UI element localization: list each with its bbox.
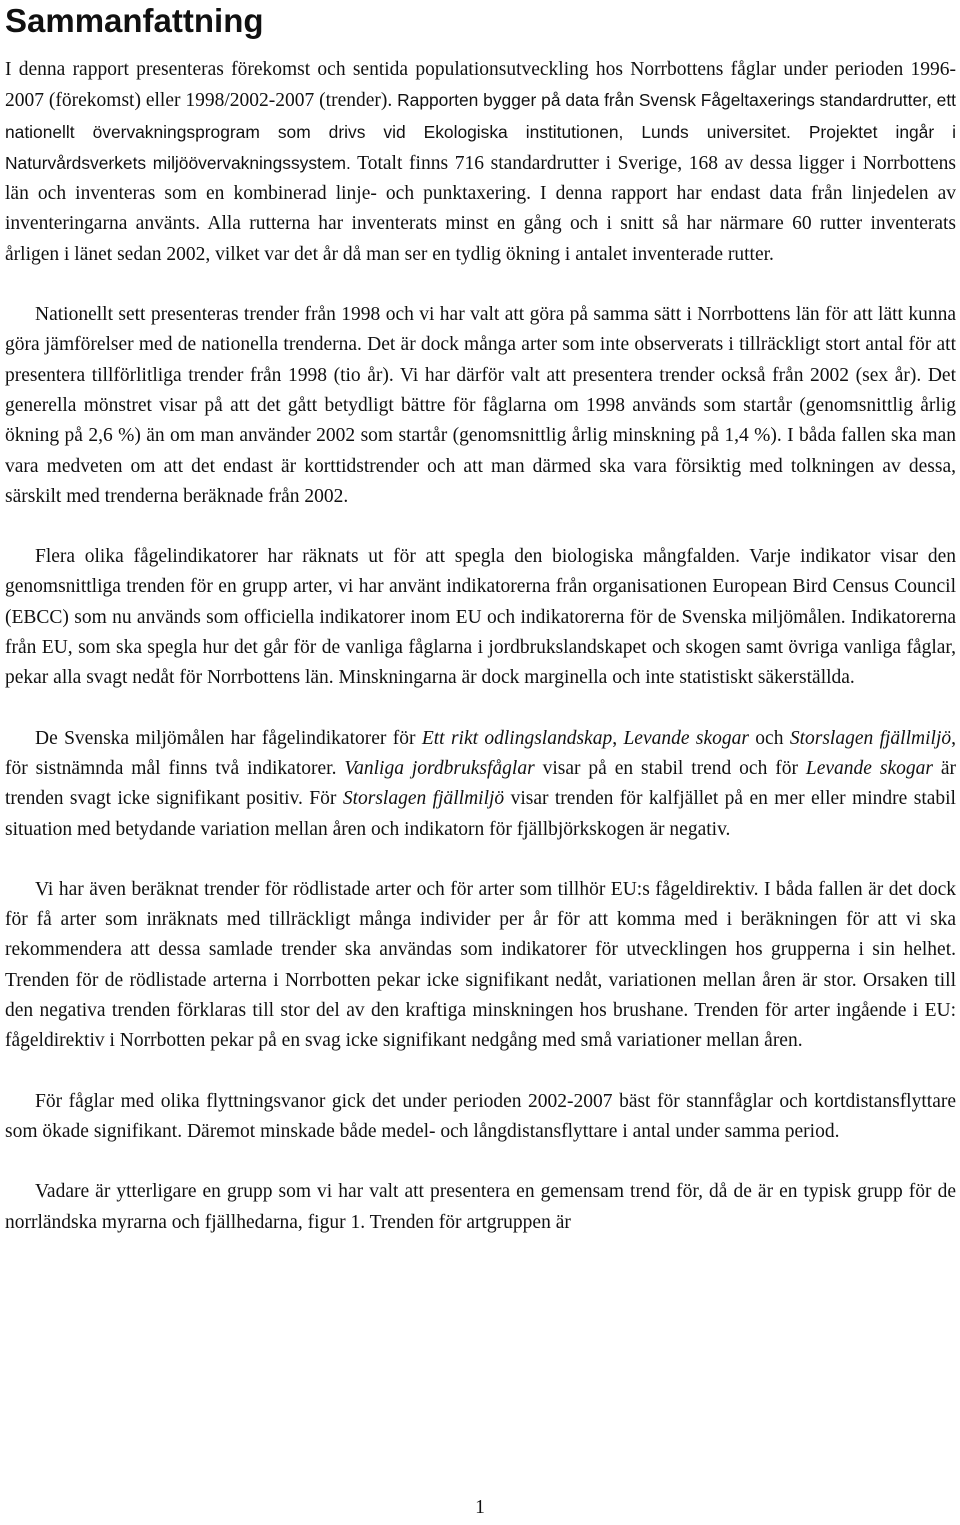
paragraph-4-text-5: visar på en stabil trend och för bbox=[534, 757, 806, 779]
paragraph-4-text-1: De Svenska miljömålen har fågelindikatorer för bbox=[35, 727, 422, 749]
paragraph-4-italic-4: Vanliga jordbruksfåglar bbox=[344, 757, 535, 779]
paragraph-5: Vi har även beräknat trender för rödlistade arter och för arter som tillhör EU:s fågeldirektiv. I båda fallen är det dock för få arter som inräknats med tillräckligt många individer per år för att komma med i beräkningen för att vi ska rekommendera att dessa samlade trender ska användas som indikatorer för utvecklingen hos grupperna i sin helhet. Trenden för de rödlistade arterna i Norrbotten pekar icke signifikant nedåt, variationen mellan åren är stor. Orsaken till den negativa trenden förklaras till stor del av den kraftiga minskningen hos brushane. Trenden för arter ingående i EU: fågeldirektiv i Norrbotten pekar på en svag icke signifikant nedgång med små variationer mellan åren. bbox=[5, 878, 956, 1052]
paragraph-4-italic-6: Storslagen fjällmiljö bbox=[342, 788, 505, 810]
paragraph-1-sentence-4: Alla rutterna har inventerats minst en gång och i snitt så har närmare 60 rutter inventerats årligen i länet sedan 2002, vilket var det år då man ser en tydlig ökning i antalet inventerade rutter. bbox=[5, 213, 957, 265]
paragraph-4-text-6: är trenden svagt icke signifikant positiv. För bbox=[5, 757, 957, 810]
paragraph-4-text-3: och bbox=[748, 727, 790, 749]
paragraph-2-sentence-2: Det är dock många arter som inte observerats i tillräckligt stort antal för att presentera tillförlitliga trender från 1998 (tio år). Vi har därför valt att presentera trender också från 2002 (sex år). bbox=[5, 334, 956, 386]
paragraph-1-sentence-2: Rapporten bygger på data från Svensk Fågeltaxerings standardrutter, ett nationellt övervakningsprogram som drivs vid Ekologiska institutionen, Lunds universitet. Projektet ingår i Naturvårdsverkets miljöövervakningssystem. bbox=[5, 90, 956, 173]
paragraph-6: För fåglar med olika flyttningsvanor gick det under perioden 2002-2007 bäst för stannfåglar och kortdistansflyttare som ökade signifikant. Däremot minskade både medel- och långdistansflyttare i antal under samma period. bbox=[5, 1090, 956, 1142]
paragraph-4-italic-3: Storslagen fjällmiljö bbox=[789, 727, 952, 749]
paragraph-1 bbox=[5, 55, 956, 270]
paragraph-4-text-4: , för sistnämnda mål finns två indikatorer. bbox=[5, 727, 956, 779]
paragraph-3: Flera olika fågelindikatorer har räknats ut för att spegla den biologiska mångfalden. Varje indikator visar den genomsnittliga trenden för en grupp arter, vi har använt indikatorerna från organisationen European Bird Census Council (EBCC) som nu används som officiella indikatorer inom EU och indikatorerna för de Svenska miljömålen. Indikatorerna från EU, som ska spegla hur det går för de vanliga fåglarna i jordbrukslandskapet och skogen samt övriga vanliga fåglar, pekar alla svagt nedåt för Norrbottens län. Minskningarna är dock marginella och inte statistiskt säkerställda. bbox=[5, 546, 956, 689]
paragraph-4-italic-1: Ett rikt odlingslandskap bbox=[421, 727, 613, 749]
paragraph-4-text-7: visar trenden för kalfjället på en mer eller mindre stabil situation med betydande variation mellan åren och indikatorn för fjällbjörkskogen är negativ. bbox=[5, 788, 956, 840]
paragraph-4-italic-2: Levande skogar bbox=[623, 727, 749, 749]
paragraph-4-text-2: , bbox=[612, 727, 624, 749]
paragraph-7: Vadare är ytterligare en grupp som vi har valt att presentera en gemensam trend för, då de är en typisk grupp för de norrländska myrarna och fjällhedarna, figur 1. Trenden för artgruppen är bbox=[5, 1181, 956, 1233]
paragraph-2-sentence-3: Det generella mönstret visar på att det gått betydligt bättre för fåglarna om 1998 används som startår (genomsnittlig årlig ökning på 2,6 %) än om man använder 2002 som startår (genomsnittlig årlig minskning på 1,4 %). I båda fallen ska man vara medveten om att det endast är korttidstrender och att man därmed ska vara försiktig med tolkningen av dessa, särskilt med trenderna beräknade från 2002. bbox=[5, 364, 956, 507]
page-number: 1 bbox=[475, 1497, 485, 1518]
paragraph-4-italic-5: Levande skogar bbox=[805, 757, 933, 779]
page-title: Sammanfattning bbox=[5, 2, 264, 39]
paragraph-2 bbox=[5, 300, 956, 512]
paragraph-1-sentence-3: Totalt finns 716 standardrutter i Sverige, 168 av dessa ligger i Norrbottens län och inventeras som en kombinerad linje- och punktaxering. I denna rapport har endast data från linjedelen av inventeringarna använts. bbox=[5, 152, 957, 235]
paragraph-4 bbox=[5, 724, 956, 845]
paragraph-2-sentence-1: Nationellt sett presenteras trender från 1998 och vi har valt att göra på samma sätt i Norrbottens län för att lätt kunna göra jämförelser med de nationella trenderna. bbox=[5, 304, 956, 356]
paragraph-1-sentence-1: I denna rapport presenteras förekomst och sentida populationsutveckling hos Norrbottens fåglar under perioden 1996-2007 (förekomst) eller 1998/2002-2007 (trender). bbox=[5, 59, 956, 112]
